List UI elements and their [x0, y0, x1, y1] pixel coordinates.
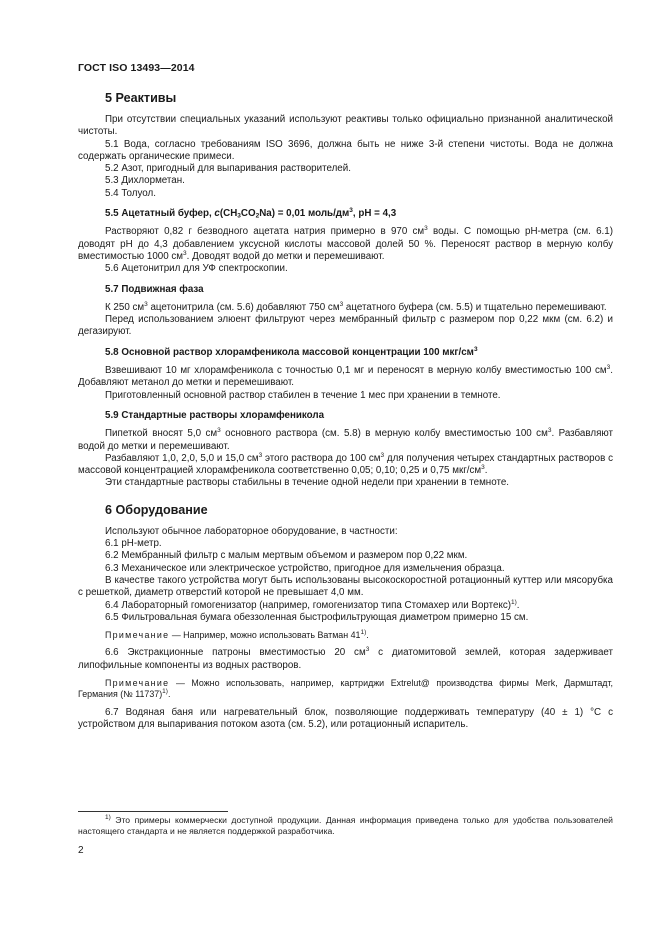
paragraph-5-7a: К 250 $см^3$ ацетонитрила (см. 5.6) добавляют 750 $см^3$ ацетатного буфера (см. 5.5) и тщательно перемешивают.: [105, 300, 607, 313]
footnote-separator: [78, 811, 228, 812]
document-header: ГОСТ ISO 13493—2014: [78, 62, 195, 74]
note-6-6: Примечание — Можно использовать, например, картриджи Extrelut@ производства фирмы Merk, Дармштадт, Германия (№ 11737)$^{1)}$.: [78, 677, 613, 700]
paragraph-5-4: 5.4 Толуол.: [105, 187, 156, 199]
paragraph-5-8b: Приготовленный основной раствор стабилен в течение 1 мес при хранении в темноте.: [105, 389, 501, 401]
paragraph-5-2: 5.2 Азот, пригодный для выпаривания растворителей.: [105, 163, 351, 175]
page-content: [78, 90, 613, 731]
paragraph-5-intro: При отсутствии специальных указаний используют реактивы только официально признанной аналитической чистоты.: [78, 114, 613, 138]
footnote: $^{1)}$ Это примеры коммерчески доступной продукции. Данная информация приведена только для удобства пользователей настоящего стандарта и не является поддержкой разработчика.: [78, 814, 613, 836]
subsection-5-5-heading: 5.5 Ацетатный буфер, $c(CH_3CO_2Na) = 0,01$ моль/$дм^3$, pH = 4,3: [105, 207, 397, 220]
page-number: 2: [78, 845, 84, 856]
section-6-heading: 6 Оборудование: [105, 502, 208, 517]
paragraph-6-5: 6.5 Фильтровальная бумага обеззоленная быстрофильтрующая диаметром примерно 15 см.: [105, 611, 529, 623]
paragraph-5-5: Растворяют 0,82 г безводного ацетата натрия примерно в 970 $см^3$ воды. С помощью pH-метра (см. 6.1) доводят pH до 4,3 добавлением уксусной кислоты массовой долей 50 %. Переносят раствор в мерную колбу вместимостью 1000 $см^3$. Доводят водой до метки и перемешивают.: [78, 225, 613, 262]
paragraph-6-4: 6.4 Лабораторный гомогенизатор (например, гомогенизатор типа Стомахер или Вортекс)$^{1)}$.: [105, 598, 520, 611]
paragraph-6-1: 6.1 pH-метр.: [105, 538, 162, 550]
paragraph-6-3b: В качестве такого устройства могут быть использованы высокоскоростной ротационный куттер или мясорубка с решеткой, диаметр отверстий которой не превышает 4,0 мм.: [78, 574, 613, 599]
paragraph-5-3: 5.3 Дихлорметан.: [105, 175, 185, 187]
subsection-5-9-heading: 5.9 Стандартные растворы хлорамфеникола: [105, 409, 325, 421]
paragraph-6-3: 6.3 Механическое или электрическое устройство, пригодное для измельчения образца.: [105, 562, 505, 574]
section-5-heading: 5 Реактивы: [105, 91, 177, 105]
paragraph-5-9c: Эти стандартные растворы стабильны в течение одной недели при хранении в темноте.: [105, 477, 509, 489]
paragraph-5-7b: Перед использованием элюент фильтруют через мембранный фильтр с размером пор 0,22 мкм (см. 6.2) и дегазируют.: [78, 314, 613, 338]
paragraph-5-6: 5.6 Ацетонитрил для УФ спектроскопии.: [105, 263, 288, 275]
paragraph-5-8a: Взвешивают 10 мг хлорамфеникола с точностью 0,1 мг и переносят в мерную колбу вместимостью 100 $см^3$. Добавляют метанол до метки и перемешивают.: [78, 364, 613, 389]
note-6-5: Примечание — Например, можно использовать Ватман 41$^{1)}$.: [105, 629, 369, 641]
paragraph-5-9b: Разбавляют 1,0, 2,0, 5,0 и 15,0 $см^3$ этого раствора до 100 $см^3$ для получения четырех стандартных растворов с массовой концентрацией хлорамфеникола соответственно 0,05; 0,10; 0,25 и 0,75 мкг/$см^3$.: [78, 451, 613, 477]
paragraph-5-1: 5.1 Вода, согласно требованиям ISO 3696, должна быть не ниже 3-й степени чистоты. Вода не должна содержать органические примеси.: [78, 138, 613, 162]
paragraph-5-9a: Пипеткой вносят 5,0 $см^3$ основного раствора (см. 5.8) в мерную колбу вместимостью 100 $см^3$. Разбавляют водой до метки и перемешивают.: [78, 427, 613, 452]
paragraph-6-6: 6.6 Экстракционные патроны вместимостью 20 $см^3$ с диатомитовой землей, которая задерживает липофильные компоненты из водных растворов.: [78, 646, 614, 671]
paragraph-6-intro: Используют обычное лабораторное оборудование, в частности:: [105, 525, 398, 537]
subsection-5-8-heading: 5.8 Основной раствор хлорамфеникола массовой концентрации 100 мкг/$см^3$: [105, 345, 478, 358]
subsection-5-7-heading: 5.7 Подвижная фаза: [105, 283, 204, 295]
paragraph-6-7: 6.7 Водяная баня или нагревательный блок, позволяющие поддерживать температуру (40 ± 1) °С с устройством для выпаривания потоком азота (см. 5.2), или ротационный испаритель.: [78, 706, 613, 730]
paragraph-6-2: 6.2 Мембранный фильтр с малым мертвым объемом и размером пор 0,22 мкм.: [105, 550, 468, 562]
